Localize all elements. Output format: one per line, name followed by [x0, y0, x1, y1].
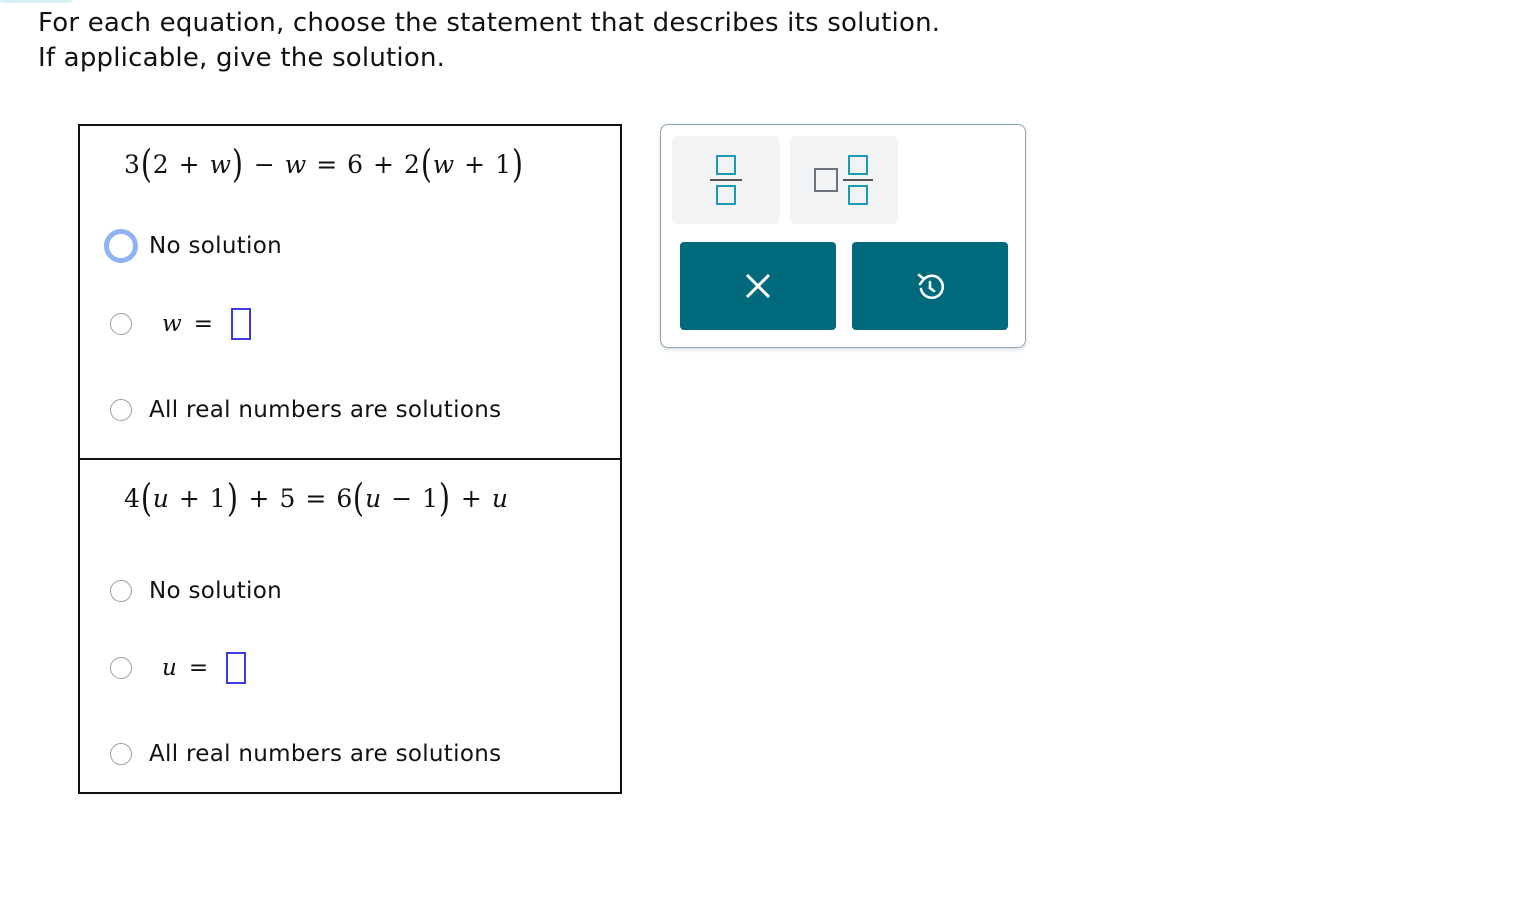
instructions: [38, 6, 940, 76]
radio-button[interactable]: [110, 657, 132, 679]
clear-button[interactable]: [680, 242, 836, 330]
instructions-line-2: If applicable, give the solution.: [38, 43, 446, 73]
problem-1: [80, 126, 620, 460]
answer-input-box[interactable]: [226, 652, 246, 684]
math-keypad: [660, 124, 1026, 348]
mixed-number-button[interactable]: [790, 136, 898, 224]
radio-button-focused[interactable]: [104, 229, 138, 263]
answer-input-box[interactable]: [231, 308, 251, 340]
clear-icon: [744, 272, 772, 300]
mixed-number-icon: [812, 152, 876, 208]
equation-2: 4 ( u + 1 ) + 5 = 6 ( u − 1 ) + u: [124, 476, 508, 520]
fraction-icon: [706, 152, 746, 208]
top-accent-bar: [0, 0, 72, 3]
problem-2-option-all-real[interactable]: All real numbers are solutions: [110, 741, 501, 767]
fraction-button[interactable]: [672, 136, 780, 224]
equation-1: 3 ( 2 + w ) − w = 6 + 2 ( w + 1 ): [124, 142, 523, 186]
instructions-line-1: For each equation, choose the statement that describes its solution.: [38, 8, 941, 38]
undo-button[interactable]: [852, 242, 1008, 330]
problem-1-option-all-real[interactable]: All real numbers are solutions: [110, 397, 501, 423]
problem-2-option-solution[interactable]: u =: [110, 652, 246, 684]
radio-button[interactable]: [110, 580, 132, 602]
undo-icon: [915, 271, 945, 301]
problem-2-option-no-solution[interactable]: No solution: [110, 578, 282, 604]
problem-1-option-solution[interactable]: w =: [110, 308, 251, 340]
radio-button[interactable]: [110, 743, 132, 765]
radio-button[interactable]: [110, 399, 132, 421]
problems-container: [78, 124, 622, 794]
radio-button[interactable]: [110, 313, 132, 335]
problem-2: [80, 460, 620, 792]
problem-1-option-no-solution[interactable]: No solution: [110, 229, 282, 263]
